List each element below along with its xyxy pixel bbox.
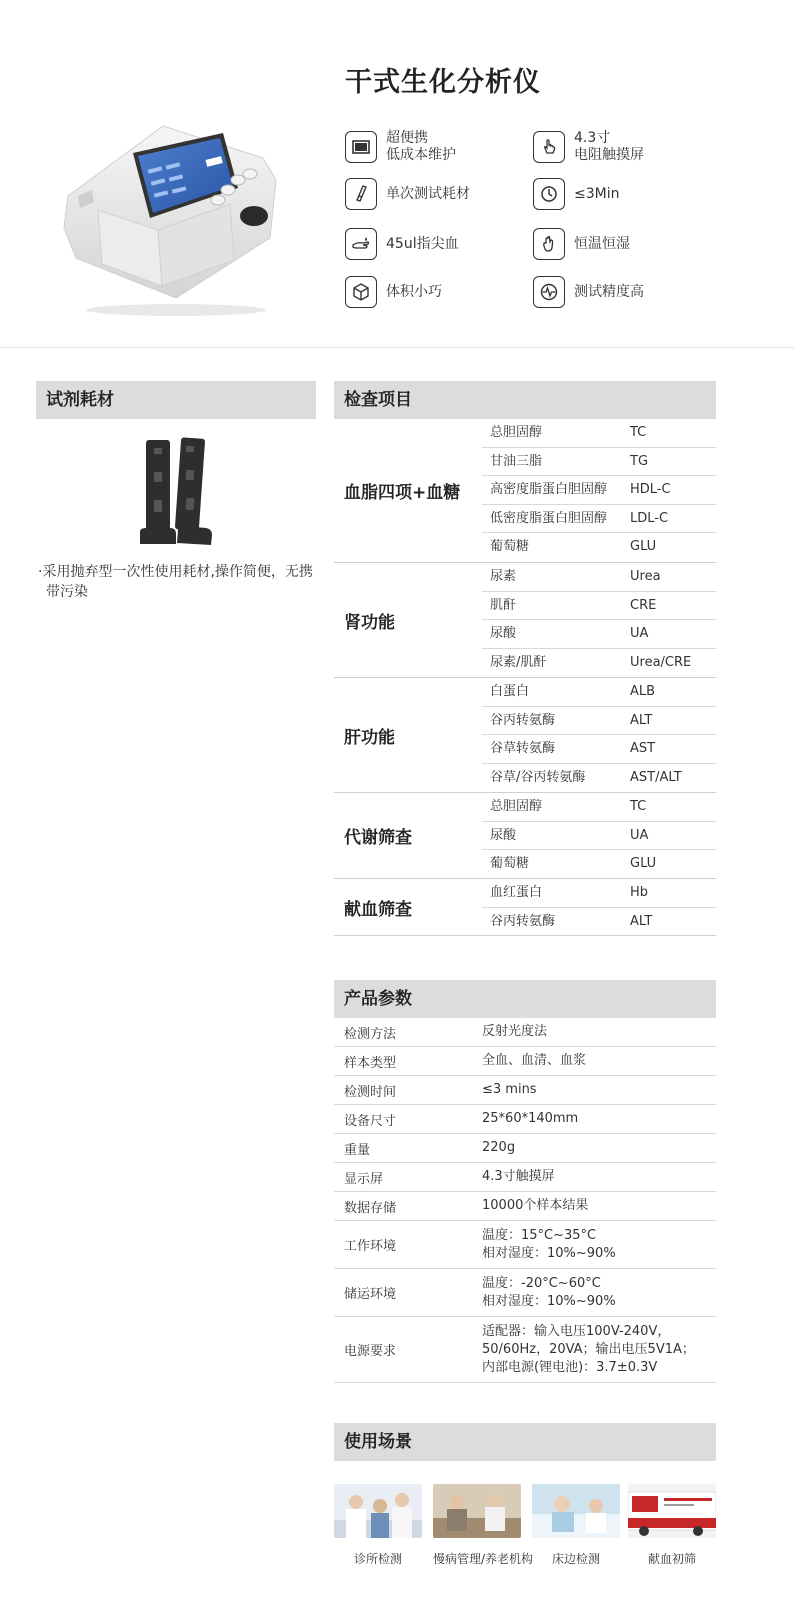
item-row xyxy=(482,419,716,448)
check-items-header: 检查项目 xyxy=(334,381,716,419)
param-value: 220g xyxy=(482,1140,516,1155)
item-row xyxy=(482,879,716,908)
param-label: 数据存储 xyxy=(344,1200,397,1216)
param-label: 样本类型 xyxy=(344,1055,397,1071)
item-abbr: HDL-C xyxy=(630,482,671,498)
scene-caption: 床边检测 xyxy=(551,1552,600,1566)
item-abbr: TC xyxy=(630,425,647,440)
item-abbr: Urea/CRE xyxy=(630,654,692,670)
feature-text: 单次测试耗材 xyxy=(386,185,470,202)
param-value: 温度：-20°C~60°C 相对湿度：10%~90% xyxy=(482,1275,616,1309)
scene-clinic xyxy=(334,1484,422,1567)
param-value: 反射光度法 xyxy=(482,1024,548,1039)
scene-caption: 慢病管理/养老机构 xyxy=(433,1552,534,1566)
param-label: 储运环境 xyxy=(344,1287,397,1302)
item-row xyxy=(482,533,716,562)
param-label: 显示屏 xyxy=(344,1171,384,1187)
cube-icon xyxy=(345,276,377,308)
feature-precision xyxy=(533,276,644,308)
item-name: 尿酸 xyxy=(490,827,517,843)
param-row xyxy=(334,1192,716,1221)
scene-care-home xyxy=(433,1484,534,1567)
item-name: 谷草转氨酶 xyxy=(490,741,556,757)
test-strip-icon xyxy=(345,178,377,210)
item-abbr: AST/ALT xyxy=(630,769,682,785)
item-abbr: TG xyxy=(630,453,649,469)
item-abbr: ALT xyxy=(630,712,653,728)
scene-blood-donation xyxy=(628,1484,716,1567)
params-header: 产品参数 xyxy=(334,980,716,1018)
scenes-header: 使用场景 xyxy=(334,1423,716,1461)
consumables-header: 试剂耗材 xyxy=(36,381,316,419)
test-strip-image xyxy=(138,432,218,552)
param-label: 设备尺寸 xyxy=(344,1113,397,1129)
item-row xyxy=(482,563,716,592)
care-home-photo xyxy=(433,1484,521,1538)
blood-bus-photo xyxy=(628,1484,716,1538)
param-value: 全血、血清、血浆 xyxy=(482,1053,587,1068)
feature-text: 电阻触摸屏 xyxy=(574,147,644,163)
product-title: 干式生化分析仪 xyxy=(345,67,541,98)
item-abbr: ALT xyxy=(630,913,653,929)
scene-caption: 献血初筛 xyxy=(647,1552,696,1566)
item-abbr: CRE xyxy=(630,597,657,613)
clock-icon xyxy=(533,178,565,210)
item-row xyxy=(482,793,716,822)
item-row xyxy=(482,707,716,736)
param-row xyxy=(334,1134,716,1163)
item-abbr: UA xyxy=(630,626,649,642)
item-abbr: ALB xyxy=(630,684,656,699)
param-label: 检测方法 xyxy=(344,1026,397,1042)
param-value: 适配器：输入电压100V-240V， 50/60Hz，20VA；输出电压5V1A； 内部电源(锂电池)：3.7±0.3V xyxy=(482,1323,695,1375)
param-row xyxy=(334,1163,716,1192)
param-value: 温度：15°C~35°C 相对湿度：10%~90% xyxy=(482,1227,616,1261)
consumables-note: ·采用抛弃型一次性使用耗材,操作简便，无携带污染 xyxy=(38,564,313,600)
feature-text: 45ul指尖血 xyxy=(386,235,459,252)
feature-text: 体积小巧 xyxy=(386,283,442,300)
item-abbr: AST xyxy=(630,741,656,757)
param-row xyxy=(334,1221,716,1269)
item-row xyxy=(482,505,716,534)
group-name: 代谢筛查 xyxy=(344,828,412,848)
feature-single-test xyxy=(345,178,470,210)
item-name: 总胆固醇 xyxy=(490,425,543,440)
feature-fingertip-blood xyxy=(345,228,459,260)
item-row xyxy=(482,822,716,851)
param-value: ≤3 mins xyxy=(482,1082,537,1097)
clinic-photo xyxy=(334,1484,422,1538)
param-row xyxy=(334,1317,716,1383)
group-name: 血脂四项+血糖 xyxy=(344,483,461,503)
item-row xyxy=(482,649,716,678)
item-abbr: GLU xyxy=(630,856,657,872)
bedside-photo xyxy=(532,1484,620,1538)
item-name: 白蛋白 xyxy=(490,684,530,699)
scene-bedside xyxy=(532,1484,620,1567)
param-row xyxy=(334,1047,716,1076)
item-abbr: LDL-C xyxy=(630,510,669,526)
feature-touchscreen xyxy=(533,130,644,164)
item-row xyxy=(482,592,716,621)
param-value: 4.3寸触摸屏 xyxy=(482,1169,555,1184)
item-name: 肌酐 xyxy=(490,597,517,613)
param-value: 10000个样本结果 xyxy=(482,1198,589,1213)
group-name: 献血筛查 xyxy=(344,899,412,920)
param-row xyxy=(334,1269,716,1317)
feature-text: 4.3寸 xyxy=(574,130,611,146)
feature-text: ≤3Min xyxy=(574,185,620,202)
item-abbr: GLU xyxy=(630,539,657,555)
analyzer-device-image xyxy=(58,118,288,328)
scene-caption: 诊所检测 xyxy=(353,1552,402,1566)
item-row xyxy=(482,620,716,649)
screen-icon xyxy=(345,131,377,163)
feature-compact xyxy=(345,276,442,308)
item-name: 高密度脂蛋白胆固醇 xyxy=(490,482,608,498)
param-row xyxy=(334,1076,716,1105)
item-name: 葡萄糖 xyxy=(490,856,530,872)
item-name: 葡萄糖 xyxy=(490,539,530,555)
item-abbr: UA xyxy=(630,827,649,843)
item-name: 尿素/肌酐 xyxy=(490,654,547,670)
item-abbr: Urea xyxy=(630,569,661,584)
feature-text: 测试精度高 xyxy=(574,283,644,300)
group-name: 肝功能 xyxy=(344,727,395,748)
item-name: 尿素 xyxy=(490,569,517,584)
check-group-kidney xyxy=(334,563,716,678)
feature-time xyxy=(533,178,619,210)
item-name: 低密度脂蛋白胆固醇 xyxy=(490,510,608,526)
fingertip-blood-icon xyxy=(345,228,377,260)
item-name: 总胆固醇 xyxy=(490,799,543,814)
item-abbr: TC xyxy=(630,799,647,814)
param-label: 检测时间 xyxy=(344,1084,397,1100)
param-label: 电源要求 xyxy=(344,1344,397,1359)
item-abbr: Hb xyxy=(630,885,649,900)
feature-text: 超便携 xyxy=(386,130,428,146)
param-value: 25*60*140mm xyxy=(482,1111,579,1126)
temperature-hand-icon xyxy=(533,228,565,260)
product-hero xyxy=(0,0,794,348)
param-label: 重量 xyxy=(344,1142,371,1158)
item-row xyxy=(482,678,716,707)
feature-text: 恒温恒湿 xyxy=(574,235,630,252)
item-row xyxy=(482,476,716,505)
item-row xyxy=(482,850,716,879)
item-row xyxy=(482,448,716,477)
waveform-icon xyxy=(533,276,565,308)
check-group-liver xyxy=(334,678,716,793)
feature-constant-temp xyxy=(533,228,630,260)
item-name: 尿酸 xyxy=(490,626,517,642)
feature-portable xyxy=(345,130,456,164)
check-group-lipids xyxy=(334,419,716,563)
param-row xyxy=(334,1105,716,1134)
item-name: 血红蛋白 xyxy=(490,885,543,900)
feature-text: 低成本维护 xyxy=(386,147,456,163)
item-row xyxy=(482,735,716,764)
check-group-blood-donation xyxy=(334,879,716,936)
item-name: 谷丙转氨酶 xyxy=(490,913,556,929)
param-label: 工作环境 xyxy=(344,1239,397,1254)
item-name: 谷草/谷丙转氨酶 xyxy=(490,769,586,785)
param-row xyxy=(334,1018,716,1047)
item-row xyxy=(482,764,716,793)
item-row xyxy=(482,908,716,937)
item-name: 谷丙转氨酶 xyxy=(490,712,556,728)
group-name: 肾功能 xyxy=(344,612,395,633)
item-name: 甘油三脂 xyxy=(490,453,543,469)
section-divider xyxy=(0,347,794,348)
check-group-metabolic xyxy=(334,793,716,879)
touch-hand-icon xyxy=(533,131,565,163)
